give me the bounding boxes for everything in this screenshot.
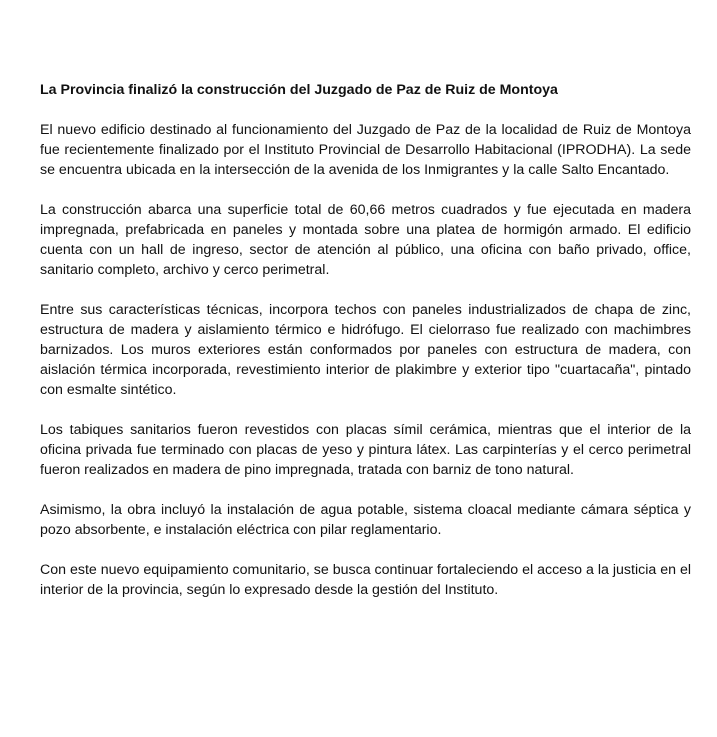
paragraph-closing: Con este nuevo equipamiento comunitario, se busca continuar fortaleciendo el acceso a la justicia en el interior de la provincia, según lo expresado desde la gestión del Instituto. <box>40 562 691 598</box>
paragraph-intro: El nuevo edificio destinado al funcionamiento del Juzgado de Paz de la localidad de Ruiz de Montoya fue recientemente finalizado por el Instituto Provincial de Desarrollo Habitacional (IPRODHA). La sede se encuentra ubicada en la intersección de la avenida de los Inmigrantes y la calle Salto Encantado. <box>40 122 691 178</box>
paragraph-finishes: Los tabiques sanitarios fueron revestidos con placas símil cerámica, mientras que el interior de la oficina privada fue terminado con placas de yeso y pintura látex. Las carpinterías y el cerco perimetral fueron realizados en madera de pino impregnada, tratada con barniz de tono natural. <box>40 422 691 478</box>
paragraph-construction: La construcción abarca una superficie total de 60,66 metros cuadrados y fue ejecutada en madera impregnada, prefabricada en paneles y montada sobre una platea de hormigón armado. El edificio cuenta con un hall de ingreso, sector de atención al público, una oficina con baño privado, office, sanitario completo, archivo y cerco perimetral. <box>40 202 691 278</box>
paragraph-installations: Asimismo, la obra incluyó la instalación de agua potable, sistema cloacal mediante cámara séptica y pozo absorbente, e instalación eléctrica con pilar reglamentario. <box>40 502 691 538</box>
article-headline: La Provincia finalizó la construcción del Juzgado de Paz de Ruiz de Montoya <box>40 82 558 98</box>
paragraph-technical: Entre sus características técnicas, incorpora techos con paneles industrializados de chapa de zinc, estructura de madera y aislamiento térmico e hidrófugo. El cielorraso fue realizado con machimbres barnizados. Los muros exteriores están conformados por paneles con estructura de madera, con aislación térmica incorporada, revestimiento interior de plakimbre y exterior tipo "cuartacaña", pintado con esmalte sintético. <box>40 302 691 398</box>
